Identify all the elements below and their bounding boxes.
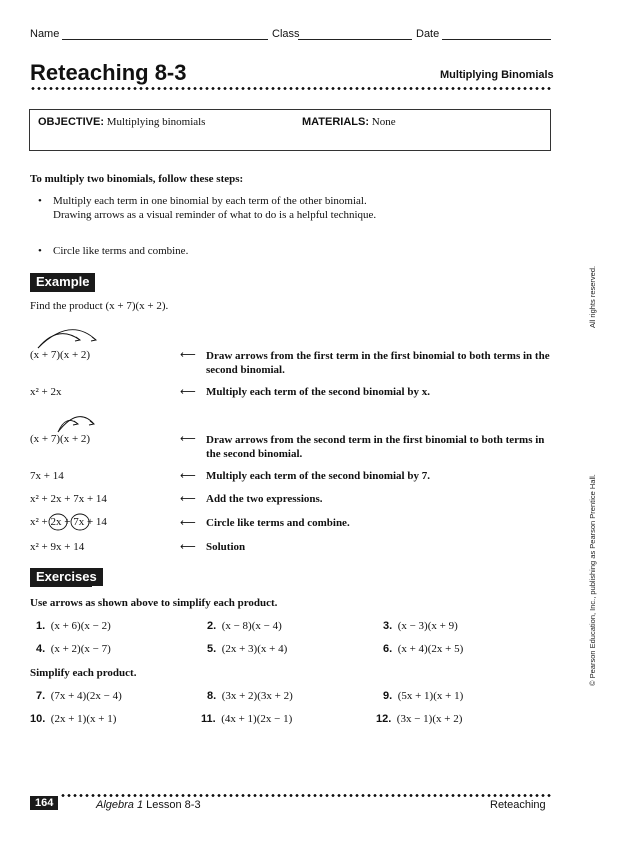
- objective: [38, 116, 205, 128]
- step-6-note: Circle like terms and combine.: [206, 517, 350, 529]
- arrow-icon: ⟵: [180, 540, 196, 553]
- problem-text: (5x + 1)(x + 1): [397, 690, 464, 702]
- problem-number: 10.: [30, 713, 46, 725]
- problem-number: 5.: [207, 643, 217, 655]
- footer-book-title: Algebra 1: [96, 799, 144, 811]
- problem-3: [383, 620, 458, 632]
- example-prompt: Find the product (x + 7)(x + 2).: [30, 300, 169, 312]
- bullet-2-text: Circle like terms and combine.: [53, 245, 189, 257]
- objective-label: OBJECTIVE:: [38, 116, 105, 128]
- circled-like-terms: x² + 2x + 7x + 14: [30, 516, 107, 528]
- step-1-expr: (x + 7)(x + 2): [30, 349, 91, 361]
- problem-1: [36, 620, 111, 632]
- problem-text: (x + 2)(x − 7): [50, 643, 111, 655]
- page-number: 164: [30, 796, 58, 810]
- step-5-expr: x² + 2x + 7x + 14: [30, 493, 107, 505]
- arrow-icon: ⟵: [180, 516, 196, 529]
- date-label: Date: [416, 28, 440, 40]
- problem-2: [207, 620, 282, 632]
- example-rule: [30, 291, 95, 292]
- step-4-expr: 7x + 14: [30, 470, 64, 482]
- rights-text: All rights reserved.: [588, 265, 597, 328]
- problem-10: [30, 713, 116, 725]
- problem-12: [376, 713, 462, 725]
- problem-number: 6.: [383, 643, 393, 655]
- bullet-1-text: Multiply each term in one binomial by each term of the other binomial. Drawing arrows as a visual reminder of what to do is a helpful technique.: [53, 195, 377, 221]
- copyright-text: © Pearson Education, Inc., publishing as Pearson Prentice Hall.: [588, 474, 597, 686]
- problem-text: (2x + 3)(x + 4): [221, 643, 288, 655]
- circle-marks: [48, 513, 92, 531]
- materials: [302, 116, 396, 128]
- problem-9: [383, 690, 463, 702]
- arrow-icon: ⟵: [180, 469, 196, 482]
- problem-number: 8.: [207, 690, 217, 702]
- problem-number: 12.: [376, 713, 392, 725]
- problem-7: [36, 690, 122, 702]
- class-label: Class: [272, 28, 300, 40]
- footer-divider: [60, 794, 552, 797]
- objective-text: Multiplying binomials: [106, 116, 206, 128]
- step-1-note: Draw arrows from the first term in the first binomial to both terms in the second binomial.: [206, 350, 550, 376]
- problem-text: (x + 4)(2x + 5): [397, 643, 464, 655]
- page-subtitle: Multiplying Binomials: [440, 69, 554, 81]
- problem-number: 1.: [36, 620, 46, 632]
- problem-text: (3x + 2)(3x + 2): [221, 690, 293, 702]
- bullet-1: • Multiply each term in one binomial by each term of the other binomial. Drawing arrows as a visual reminder of what to do is a helpful technique.: [38, 195, 398, 222]
- problem-text: (x − 3)(x + 9): [397, 620, 458, 632]
- arrows-second-term: [30, 410, 100, 434]
- problem-4: [36, 643, 111, 655]
- bullet-2: • Circle like terms and combine.: [38, 245, 398, 257]
- problem-number: 11.: [201, 713, 216, 725]
- simplify-intro: Simplify each product.: [30, 667, 137, 679]
- problem-text: (2x + 1)(x + 1): [50, 713, 117, 725]
- arrow-icon: ⟵: [180, 348, 196, 361]
- name-field[interactable]: [62, 39, 268, 40]
- arrow-icon: ⟵: [180, 432, 196, 445]
- intro-text: To multiply two binomials, follow these steps:: [30, 173, 244, 185]
- name-label: Name: [30, 28, 60, 40]
- problem-number: 9.: [383, 690, 393, 702]
- step-2-note: Multiply each term of the second binomial by x.: [206, 386, 430, 398]
- arrow-icon: ⟵: [180, 385, 196, 398]
- problem-number: 7.: [36, 690, 46, 702]
- problem-5: [207, 643, 287, 655]
- problem-number: 3.: [383, 620, 393, 632]
- title-divider: [30, 87, 552, 90]
- class-field[interactable]: [298, 39, 412, 40]
- materials-text: None: [371, 116, 396, 128]
- problem-text: (x + 6)(x − 2): [50, 620, 111, 632]
- problem-text: (4x + 1)(2x − 1): [221, 713, 293, 725]
- step-7-note: Solution: [206, 541, 246, 553]
- exercises-badge: Exercises: [30, 568, 103, 586]
- problem-number: 4.: [36, 643, 46, 655]
- materials-label: MATERIALS:: [302, 116, 370, 128]
- page-title: Reteaching 8-3: [30, 60, 187, 85]
- date-field[interactable]: [442, 39, 551, 40]
- step-5-note: Add the two expressions.: [206, 493, 323, 505]
- problem-text: (x − 8)(x − 4): [221, 620, 282, 632]
- step-3-note: Draw arrows from the second term in the first binomial to both terms in the second binomial.: [206, 434, 545, 460]
- arrow-icon: ⟵: [180, 492, 196, 505]
- step-3-expr: (x + 7)(x + 2): [30, 433, 91, 445]
- footer-lesson: Lesson 8-3: [146, 799, 201, 811]
- problem-6: [383, 643, 463, 655]
- step-2-expr: x² + 2x: [30, 386, 62, 398]
- step-7-expr: x² + 9x + 14: [30, 541, 85, 553]
- problem-text: (3x − 1)(x + 2): [396, 713, 463, 725]
- step-4-note: Multiply each term of the second binomial by 7.: [206, 470, 430, 482]
- footer-right: Reteaching: [490, 799, 546, 811]
- footer-book: [96, 799, 201, 811]
- problem-11: [201, 713, 292, 725]
- problem-8: [207, 690, 293, 702]
- example-badge: Example: [30, 273, 95, 291]
- problem-number: 2.: [207, 620, 217, 632]
- problem-text: (7x + 4)(2x − 4): [50, 690, 122, 702]
- exercises-intro: Use arrows as shown above to simplify each product.: [30, 597, 278, 609]
- exercises-rule: [30, 586, 92, 587]
- arrows-first-term: [30, 322, 100, 350]
